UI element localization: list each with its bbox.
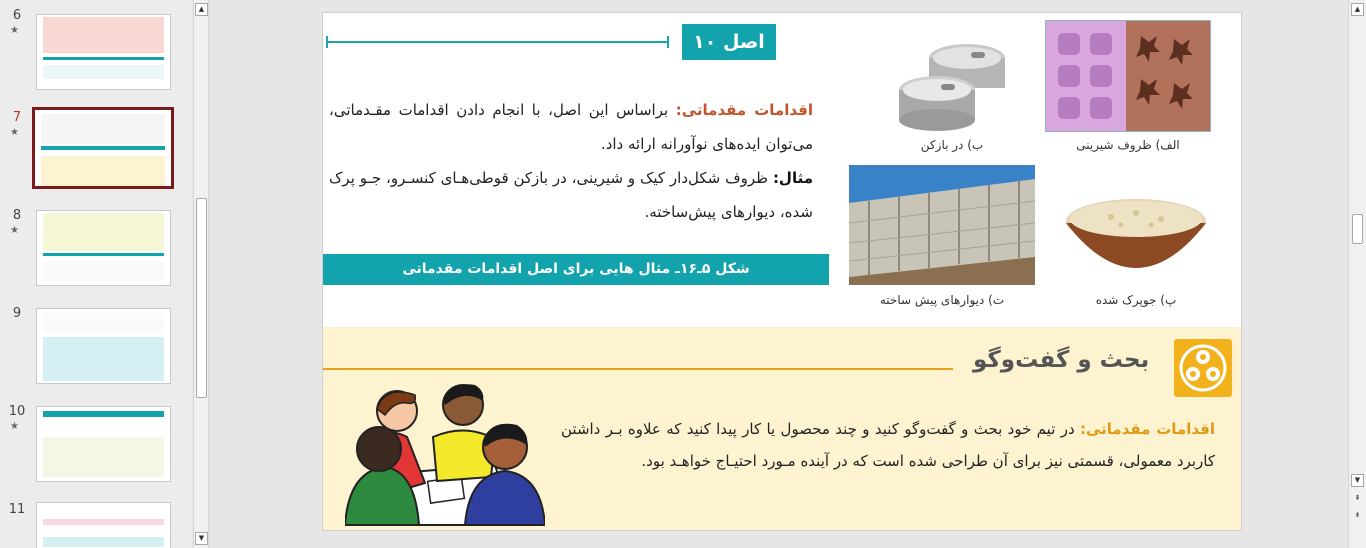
scrollbar-thumb[interactable] [196,198,207,398]
can-opener-photo[interactable] [887,20,1017,132]
slide-thumbnail-8[interactable] [36,210,171,286]
next-slide-icon[interactable]: ⇟ [1354,511,1361,519]
previous-slide-icon[interactable]: ⇞ [1354,494,1361,502]
slide-number: 7 [12,110,22,125]
slide-number: 11 [8,502,26,517]
body-paragraph[interactable] [329,93,813,229]
scroll-down-icon[interactable]: ▼ [1351,474,1364,487]
photo-label-b: ب) در بازکن [920,138,984,152]
slide-thumbnail-11[interactable] [36,502,171,548]
slide-thumbnail-7[interactable] [32,107,174,189]
slide-thumbnail-pane [0,0,192,548]
figure-caption[interactable]: شکل ۵ـ۱۶ـ مثال هایی برای اصل اقدامات مقدماتی [323,254,829,285]
discussion-divider [323,368,953,370]
slide-scrollbar[interactable] [1348,0,1366,548]
discussion-section[interactable] [323,327,1242,531]
photo-label-d: ت) دیوارهای پیش ساخته [879,293,1005,307]
animation-star-icon: ★ [10,127,19,138]
slide-number: 8 [12,208,22,223]
slide-number: 10 [8,404,26,419]
title-decoration-line [326,41,669,43]
slide-thumbnail-10[interactable] [36,406,171,482]
animation-star-icon: ★ [10,225,19,236]
animation-star-icon: ★ [10,421,19,432]
oat-flakes-photo[interactable] [1051,183,1221,285]
scrollbar-thumb[interactable] [1352,214,1363,244]
slide-thumbnail-6[interactable] [36,14,171,90]
thumbnail-scrollbar[interactable] [193,0,209,548]
prefab-wall-photo[interactable] [849,165,1035,285]
discussion-keyword: اقدامات مقدماتی: [1079,420,1215,438]
example-text: ظروف شکل‌دار کیک و شیرینی، در بازکن قوطی‌هـای کنسـرو، جـو پرک شده، دیوارهای پیش‌ساخته. [329,169,813,221]
discussion-body: در تیم خود بحث و گفت‌وگو کنید و چند محصول یا کار پیدا کنید که علاوه بـر داشتن کاربرد معمولی، قسمتی نیز برای آن طراحی شده است که در آینده مـورد احتیـاج خواهـد بود. [561,420,1215,470]
slide-title[interactable]: اصل ۱۰ [682,24,776,60]
discussion-text[interactable] [561,413,1215,477]
body-text: براساس این اصل، با انجام دادن اقدامات مقـدماتی، می‌توان ایده‌های نوآورانه ارائه داد. [329,101,813,153]
students-illustration[interactable] [345,375,545,527]
discussion-icon [1174,339,1232,397]
slide-number: 6 [12,8,22,23]
slide-thumbnail-9[interactable] [36,308,171,384]
cake-mold-photo[interactable] [1045,20,1211,132]
scroll-up-icon[interactable]: ▲ [195,3,208,16]
slide-number: 9 [12,306,22,321]
photo-label-c: پ) جوپرک شده [1095,293,1177,307]
slide-editing-area [210,0,1347,548]
example-label: مثال: [772,169,813,187]
discussion-title: بحث و گفت‌وگو [973,347,1150,373]
scroll-down-icon[interactable]: ▼ [195,532,208,545]
animation-star-icon: ★ [10,25,19,36]
scroll-up-icon[interactable]: ▲ [1351,3,1364,16]
current-slide[interactable] [322,12,1242,531]
keyword-text: اقدامات مقدماتی: [675,101,813,119]
photo-label-a: الف) ظروف شیرینی [1076,138,1180,152]
